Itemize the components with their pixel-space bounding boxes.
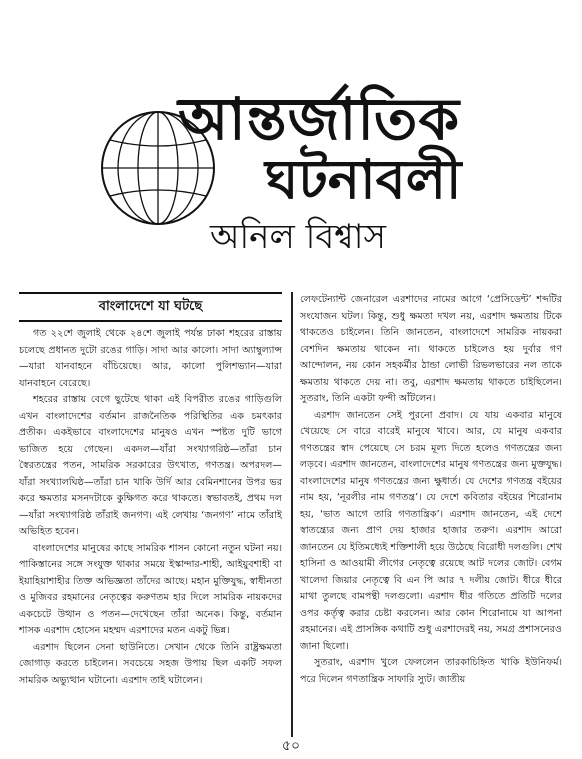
author-name: অনিল বিশ্বাস [210, 217, 386, 257]
title-line-1: আন্তর্জাতিক [178, 85, 461, 153]
paragraph: বাংলাদেশের মানুষের কাছে সামরিক শাসন কোনো নতুন ঘটনা নয়। পাকিস্তানের সঙ্গে সংযুক্ত থাকার সময়ে ইস্কান্দার-শাহী, আইয়ুবশাহী বা ইয়াহিয়াশাহীর তিক্ত অভিজ্ঞতা তাঁদের আছে। মহান মুক্তিযুদ্ধ, স্বাধীনতা ও মুজিবর রহমানের নেতৃত্বের করুণতম হার দিলে সামরিক নায়কদের একচেটে উত্থান ও পতন—দেখেছেন তাঁরা অনেক। কিন্তু, বর্তমান শাসক এরশাদ হোসেন মহম্মদ এরশাদের মতন একটু ভিন্ন। [19, 542, 282, 636]
right-column [300, 292, 562, 688]
paragraph: লেফটেন্যান্ট জেনারেল এরশাদের নামের আগে ‘প্রেসিডেন্ট’ শব্দটির সংযোজন ঘটল। কিন্তু, শুধু ক্ষমতা দখল নয়, এরশাদ ক্ষমতায় টিকে থাকতেও চাইলেন। তিনি জানতেন, বাংলাদেশে সামরিক নায়করা বেশদিন ক্ষমতায় থাকেন না। থাকতে চাইলেও হয় দুর্বার গণ আন্দোলন, নয় কোন সহকর্মীর ঠান্ডা লোভী রিভলভারের নল তাকে ক্ষমতায় থাকতে দেয় না। তবু, এরশাদ ক্ষমতায় থাকতে চাইছিলেন। সুতরাং, তিনি একটা ফন্দী আঁটলেন। [300, 294, 562, 404]
column-divider [291, 292, 293, 737]
paragraph: গত ২২শে জুলাই থেকে ২৪শে জুলাই পর্যন্ত ঢাকা শহরের রাস্তায় চলেছে প্রধানত দুটো রঙের গাড়ি। সাদা আর কালো। সাদা অ্যাম্বুল্যান্স—যারা যানবাহনে বাঁচিয়েছে। আর, কালো পুলিশভ্যান—যারা যানবাহনে বেরেছে। [19, 328, 282, 389]
page-number: ৫০ [281, 738, 301, 754]
paragraph: শহরের রাস্তায় বেগে ছুটেছে থাকা এই বিপরীত রঙের গাড়িগুলি এখন বাংলাদেশের বর্তমান রাজনৈতিক পরিস্থিতির এক চমৎকার প্রতীক। একইভাবে বাংলাদেশের মানুষও এখন স্পষ্টত দুটি ভাগে ভাজিত হয়ে গেছেন। একদল—যাঁরা সংখ্যাগরিষ্ঠ—তাঁরা চান স্বৈরতন্ত্রের পতন, সামরিক সরকারের উৎখাত, গণতন্ত্র। অপরদল—যাঁরা সংখ্যালঘিষ্ঠ—তাঁরা চান খাকি উর্দি আর বেমিনশানের উপর ভর করে ক্ষমতার মসনদটাকে কুক্ষিগত করে থাকতে। স্বভাবতই, প্রথম দল—যাঁরা সংখ্যাগরিষ্ঠ তাঁরাই জনগণ। এই লেখায় ‘জনগণ’ নামে তাঁরাই অভিহিত হবেন। [19, 394, 282, 537]
article-header [0, 0, 582, 275]
paragraph: সুতরাং, এরশাদ খুলে ফেললেন তারকাচিহ্নিত খাকি ইউনিফর্ম। পরে দিলেন গণতান্ত্রিক সাফারি স্যুট। জাতীয় [300, 657, 562, 685]
paragraph: এরশাদ জানতেন সেই পুরনো প্রবাদ। যে যায় একবার মানুষে খেয়েছে সে বারে বারেই মানুষে খাবে। আর, যে মানুষ একবার গণতন্ত্রের স্বাদ পেয়েছে সে চরম মূল্য দিতে হলেও গণতন্ত্রের জন্য লড়বে। এরশাদ জানতেন, বাংলাদেশের মানুষ গণতন্ত্রের জন্য মুক্তযুদ্ধ। বাংলাদেশের মানুষ গণতন্ত্রের জন্য ক্ষুধার্ত। যে দেশের গণতন্ত্র বইয়ের নাম হয়, ‘নূরলীর নাম গণতন্ত্র’। যে দেশে কবিতার বইয়ের শিরোনাম হয়, ‘ভাত আগে তারি গণতান্ত্রিক’। এরশাদ জানতেন, এই দেশে স্বাতন্ত্র্যের জন্য প্রাণ দেয় হাজার হাজার তরুণ। এরশাদ আরো জানতেন যে ইতিমধ্যেই শক্তিশালী হয়ে উঠেছে বিরোধী দলগুলি। শেখ হাসিনা ও আওয়ামী লীগের নেতৃত্বে রয়েছে আট দলের জোট। বেগম খালেদা জিয়ার নেতৃত্বে বি এন পি আর ৭ দলীয় জোট। ধীরে ধীরে মাথা তুলছে বামপন্থী দলগুলো। এরশাদ ধীর গতিতে প্রতিটি দলের ওপর কর্তৃত্ব করার চেষ্টা করলেন। আর কোন শিরোনামে যা আপনা রহমানের। এই প্রাসঙ্গিক কথাটি শুধু এরশাদেরই নয়, সমগ্র প্রশাসনেরও জানা ছিলো। [300, 409, 562, 652]
title-line-2: ঘটনাবলী [265, 148, 462, 211]
left-column [19, 292, 282, 689]
article-heading: বাংলাদেশে যা ঘটছে [19, 292, 282, 322]
paragraph: এরশাদ ছিলেন সেনা ছাউনিতে। সেখান থেকে তিনি রাষ্ট্রক্ষমতা জোগাড় করতে চাইলেন। সবচেয়ে সহজ উপায় ছিল একটি সফল সামরিক অভ্যুত্থান ঘটানো। এরশাদ তাই ঘটালেন। [19, 641, 282, 686]
